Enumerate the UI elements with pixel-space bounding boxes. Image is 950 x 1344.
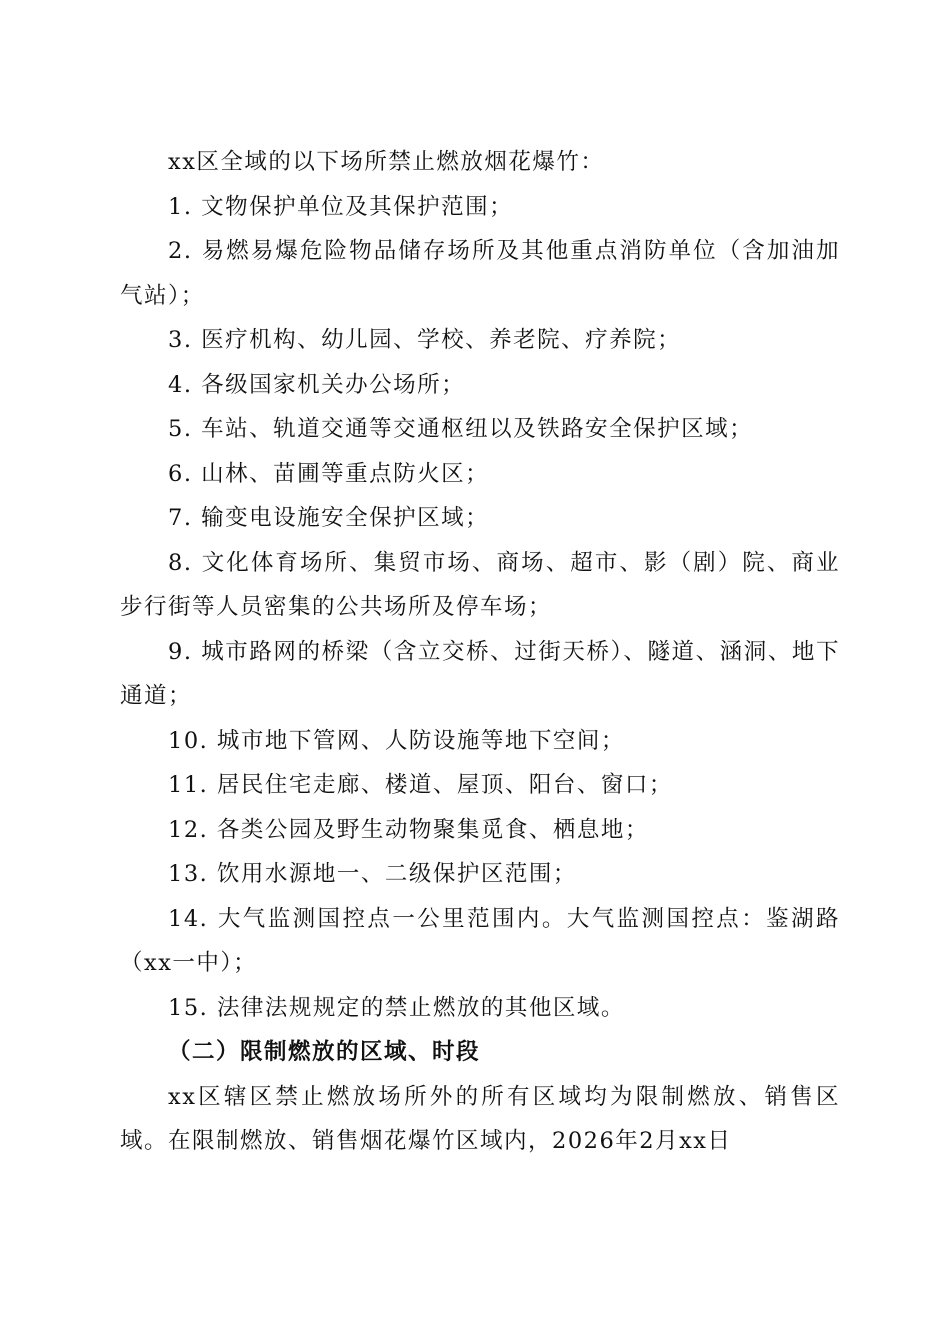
list-item: 4. 各级国家机关办公场所；	[168, 371, 466, 398]
list-item: 3. 医疗机构、幼儿园、学校、养老院、疗养院；	[168, 327, 682, 353]
list-item: 13. 饮用水源地一、二级保护区范围；	[168, 861, 577, 887]
list-item: 10. 城市地下管网、人防设施等地下空间；	[168, 727, 625, 754]
list-item: 5. 车站、轨道交通等交通枢纽以及铁路安全保护区域；	[168, 416, 754, 442]
list-item: 1. 文物保护单位及其保护范围；	[168, 193, 514, 220]
list-item: 14. 大气监测国控点一公里范围内。大气监测国控点：鉴湖路（xx一中）；	[120, 905, 840, 976]
list-item: 6. 山林、苗圃等重点防火区；	[168, 460, 490, 487]
list-item: 9. 城市路网的桥梁（含立交桥、过街天桥）、隧道、涵洞、地下通道；	[120, 638, 840, 709]
section-heading: （二）限制燃放的区域、时段	[168, 1039, 481, 1065]
list-item: 12. 各类公园及野生动物聚集觅食、栖息地；	[168, 816, 649, 843]
list-item: 15. 法律法规规定的禁止燃放的其他区域。	[168, 994, 625, 1021]
list-item: 8. 文化体育场所、集贸市场、商场、超市、影（剧）院、商业步行街等人员密集的公共场所及停车场；	[120, 549, 840, 620]
intro-paragraph: xx区全域的以下场所禁止燃放烟花爆竹：	[168, 149, 605, 175]
list-item: 2. 易燃易爆危险物品储存场所及其他重点消防单位（含加油加气站）；	[120, 238, 840, 309]
list-item: 11. 居民住宅走廊、楼道、屋顶、阳台、窗口；	[168, 772, 673, 798]
document-body	[120, 140, 840, 1164]
list-item: 7. 输变电设施安全保护区域；	[168, 505, 490, 531]
closing-paragraph: xx区辖区禁止燃放场所外的所有区域均为限制燃放、销售区域。在限制燃放、销售烟花爆竹区域内，2026年2月xx日	[120, 1083, 840, 1154]
